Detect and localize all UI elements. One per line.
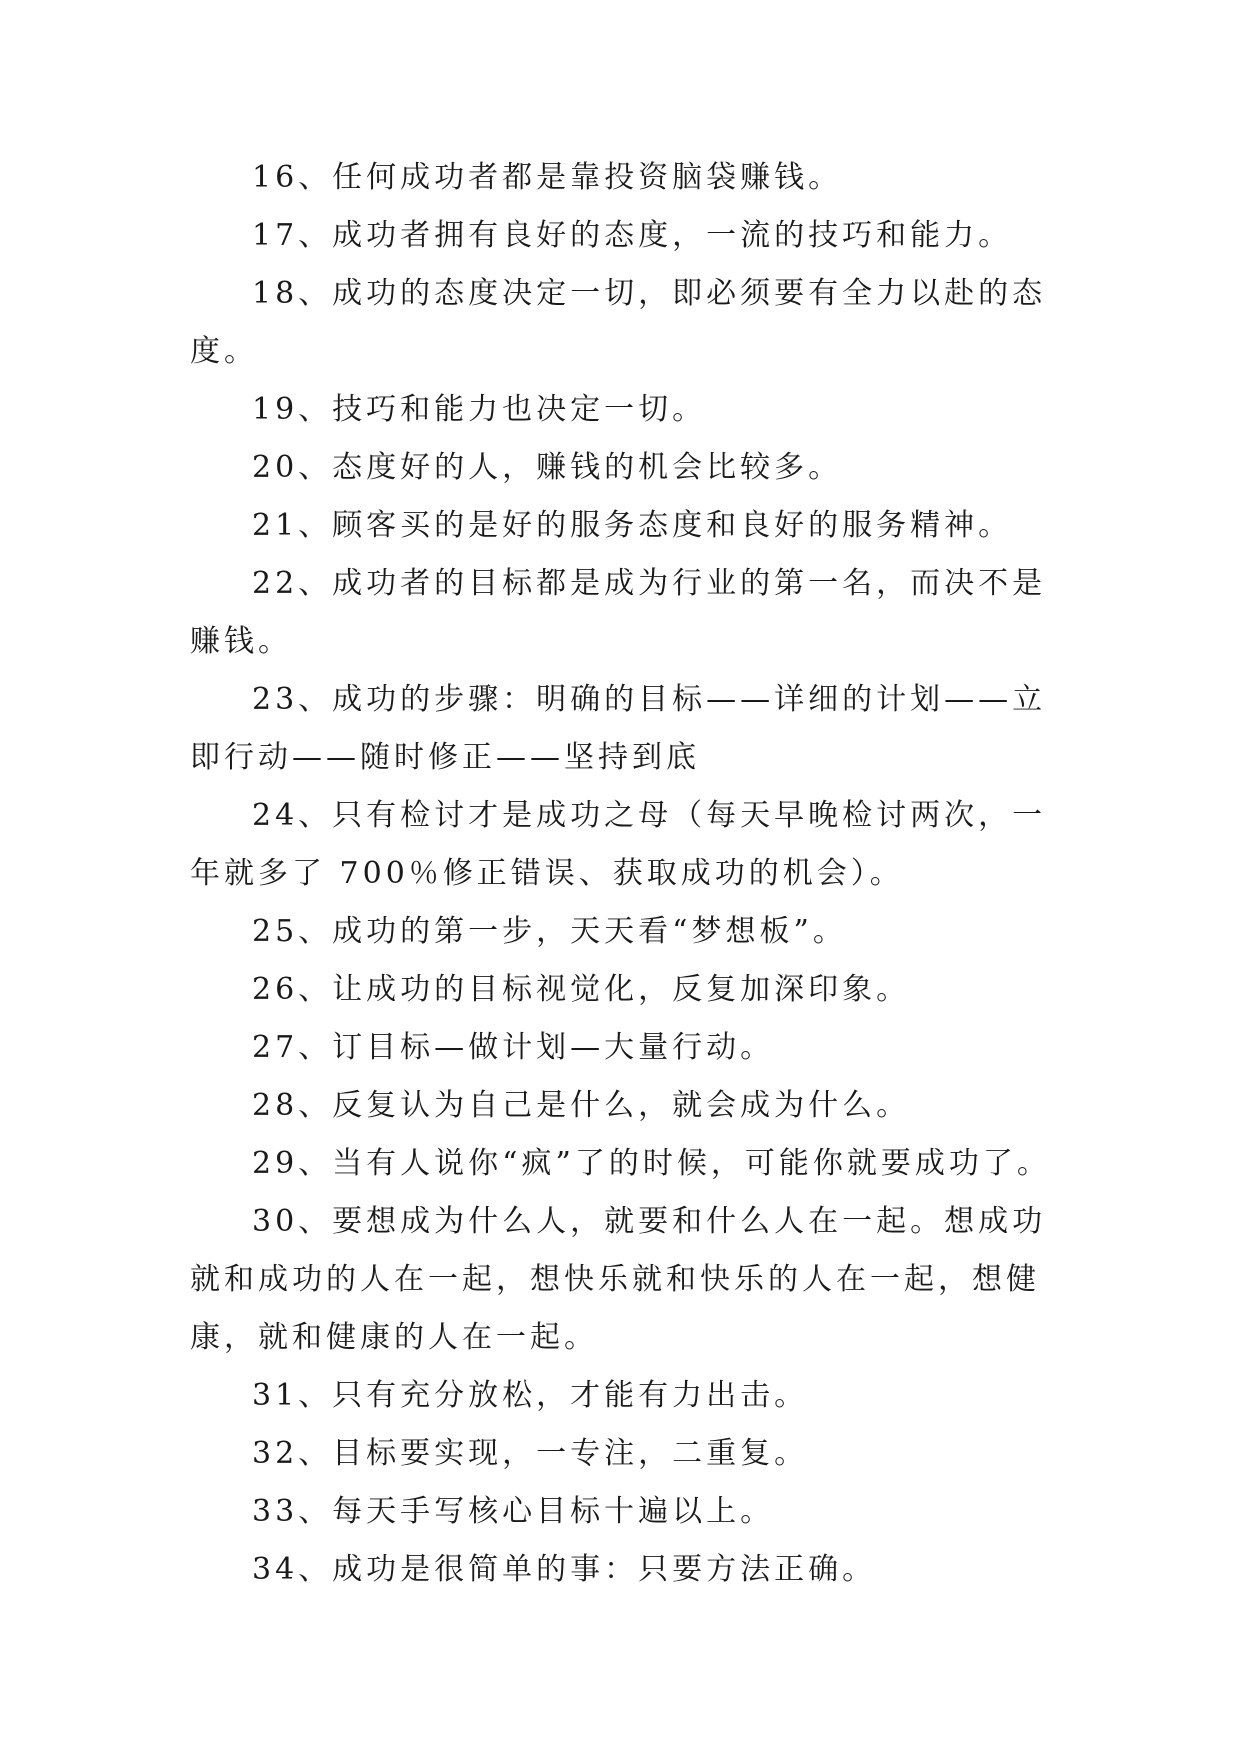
list-item: 16、任何成功者都是靠投资脑袋赚钱。 bbox=[252, 160, 843, 195]
list-item: 17、成功者拥有良好的态度，一流的技巧和能力。 bbox=[252, 218, 1013, 253]
list-item: 20、态度好的人，赚钱的机会比较多。 bbox=[252, 450, 843, 485]
list-item: 23、成功的步骤：明确的目标——详细的计划——立即行动——随时修正——坚持到底 bbox=[190, 682, 1047, 775]
list-item: 26、让成功的目标视觉化，反复加深印象。 bbox=[252, 972, 911, 1007]
list-item: 24、只有检讨才是成功之母（每天早晚检讨两次，一年就多了 700％修正错误、获取成功的机会）。 bbox=[190, 798, 1047, 891]
list-item: 19、技巧和能力也决定一切。 bbox=[252, 392, 707, 427]
list-item: 30、要想成为什么人，就要和什么人在一起。想成功就和成功的人在一起，想快乐就和快乐的人在一起，想健康，就和健康的人在一起。 bbox=[190, 1204, 1047, 1355]
list-item: 22、成功者的目标都是成为行业的第一名，而决不是赚钱。 bbox=[190, 566, 1047, 659]
list-item: 32、目标要实现，一专注，二重复。 bbox=[252, 1436, 809, 1471]
list-item: 29、当有人说你“疯”了的时候，可能你就要成功了。 bbox=[252, 1146, 1051, 1181]
list-item: 34、成功是很简单的事：只要方法正确。 bbox=[252, 1552, 877, 1587]
list-item: 28、反复认为自己是什么，就会成为什么。 bbox=[252, 1088, 911, 1123]
document-body bbox=[190, 149, 1070, 1599]
list-item: 31、只有充分放松，才能有力出击。 bbox=[252, 1378, 809, 1413]
list-item: 21、顾客买的是好的服务态度和良好的服务精神。 bbox=[252, 508, 1013, 543]
list-item: 25、成功的第一步，天天看“梦想板”。 bbox=[252, 914, 847, 949]
list-item: 33、每天手写核心目标十遍以上。 bbox=[252, 1494, 775, 1529]
list-item: 18、成功的态度决定一切，即必须要有全力以赴的态度。 bbox=[190, 276, 1047, 369]
list-item: 27、订目标—做计划—大量行动。 bbox=[252, 1030, 775, 1065]
